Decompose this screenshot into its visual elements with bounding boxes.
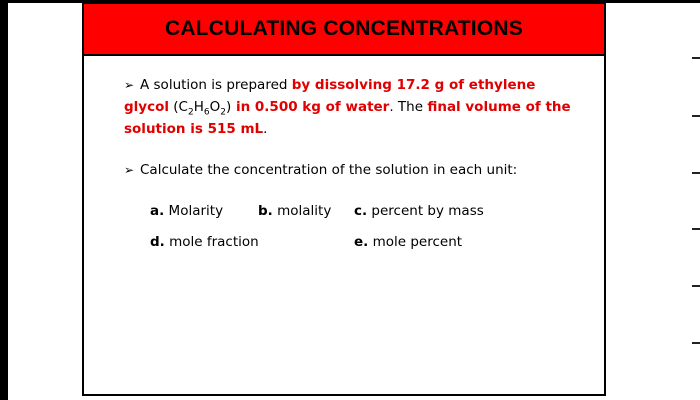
edge-tick xyxy=(692,172,700,174)
edge-tick xyxy=(692,342,700,344)
edge-tick xyxy=(692,57,700,59)
list-item: e. mole percent xyxy=(354,234,463,250)
statement-highlight: final volume of the solution is 515 mL xyxy=(124,99,571,137)
problem-statement xyxy=(124,74,594,140)
list-item: c. percent by mass xyxy=(354,203,484,219)
statement-highlight: by dissolving 17.2 g of ethylene xyxy=(291,77,536,93)
statement-text: . xyxy=(263,121,268,137)
list-item: a. Molarity xyxy=(150,203,224,219)
bullet-arrow-icon: ➢ xyxy=(124,78,135,92)
instruction xyxy=(124,159,594,181)
bullet-arrow-icon: ➢ xyxy=(124,163,135,177)
window-left-edge xyxy=(0,0,8,400)
list-item: d. mole fraction xyxy=(150,234,259,250)
instruction-text: Calculate the concentration of the solution in each unit: xyxy=(140,162,518,178)
slide-title: CALCULATING CONCENTRATIONS xyxy=(165,17,523,40)
statement-highlight: in 0.500 kg of water xyxy=(231,99,390,115)
edge-tick xyxy=(692,228,700,230)
edge-tick xyxy=(692,285,700,287)
statement-highlight: glycol xyxy=(124,99,169,115)
statement-text: . The xyxy=(389,99,428,115)
edge-tick xyxy=(692,115,700,117)
title-bar xyxy=(84,4,604,56)
chemical-formula: $(C_2H_6O_2)$ xyxy=(169,99,232,118)
statement-text: A solution is prepared xyxy=(140,77,292,93)
slide xyxy=(82,2,606,396)
list-item: b. molality xyxy=(258,203,332,219)
